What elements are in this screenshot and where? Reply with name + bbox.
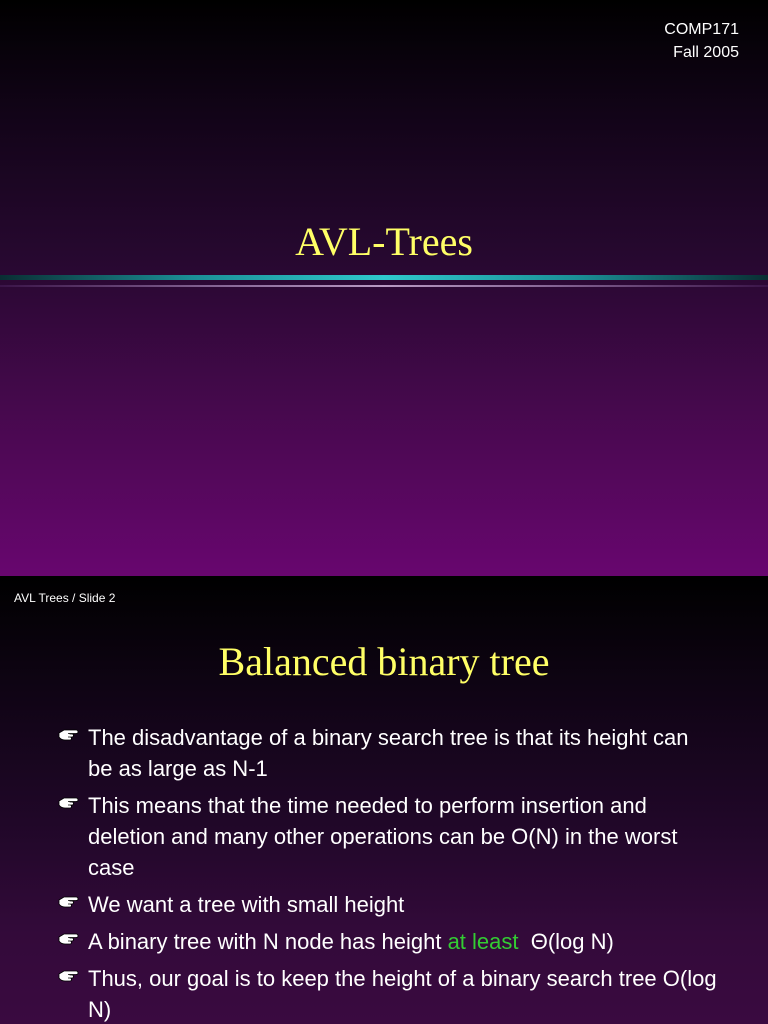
bullet-text: A binary tree with N node has height <box>88 929 448 954</box>
bullet-item <box>58 790 718 883</box>
bullet-text-tail: Θ(log N) <box>518 929 614 954</box>
pointing-hand-icon <box>58 724 80 744</box>
course-code: COMP171 <box>664 21 739 38</box>
bullet-text: This means that the time needed to perform insertion and deletion and many other operations can be O(N) in the worst case <box>88 793 678 880</box>
bullet-item <box>58 963 718 1024</box>
bullet-text: We want a tree with small height <box>88 892 405 917</box>
bullet-text: Thus, our goal is to keep the height of a binary search tree O(log N) <box>88 966 717 1022</box>
bullet-item <box>58 889 718 920</box>
title-subdivider <box>0 285 768 287</box>
bullet-item <box>58 926 718 957</box>
pointing-hand-icon <box>58 792 80 812</box>
bullet-list <box>58 722 718 1024</box>
slide-label: AVL Trees / Slide 2 <box>14 591 116 605</box>
title-divider <box>0 275 768 280</box>
slide-title: Balanced binary tree <box>218 639 550 684</box>
bullet-emphasis: at least <box>447 929 519 954</box>
pointing-hand-icon <box>58 965 80 985</box>
bullet-text: The disadvantage of a binary search tree is that its height can be as large as N-1 <box>88 725 689 781</box>
course-term: Fall 2005 <box>673 44 739 61</box>
pointing-hand-icon <box>58 891 80 911</box>
bullet-item <box>58 722 718 784</box>
course-info <box>664 18 739 64</box>
content-slide <box>0 576 768 1024</box>
slide-title: AVL-Trees <box>295 219 473 264</box>
pointing-hand-icon <box>58 928 80 948</box>
